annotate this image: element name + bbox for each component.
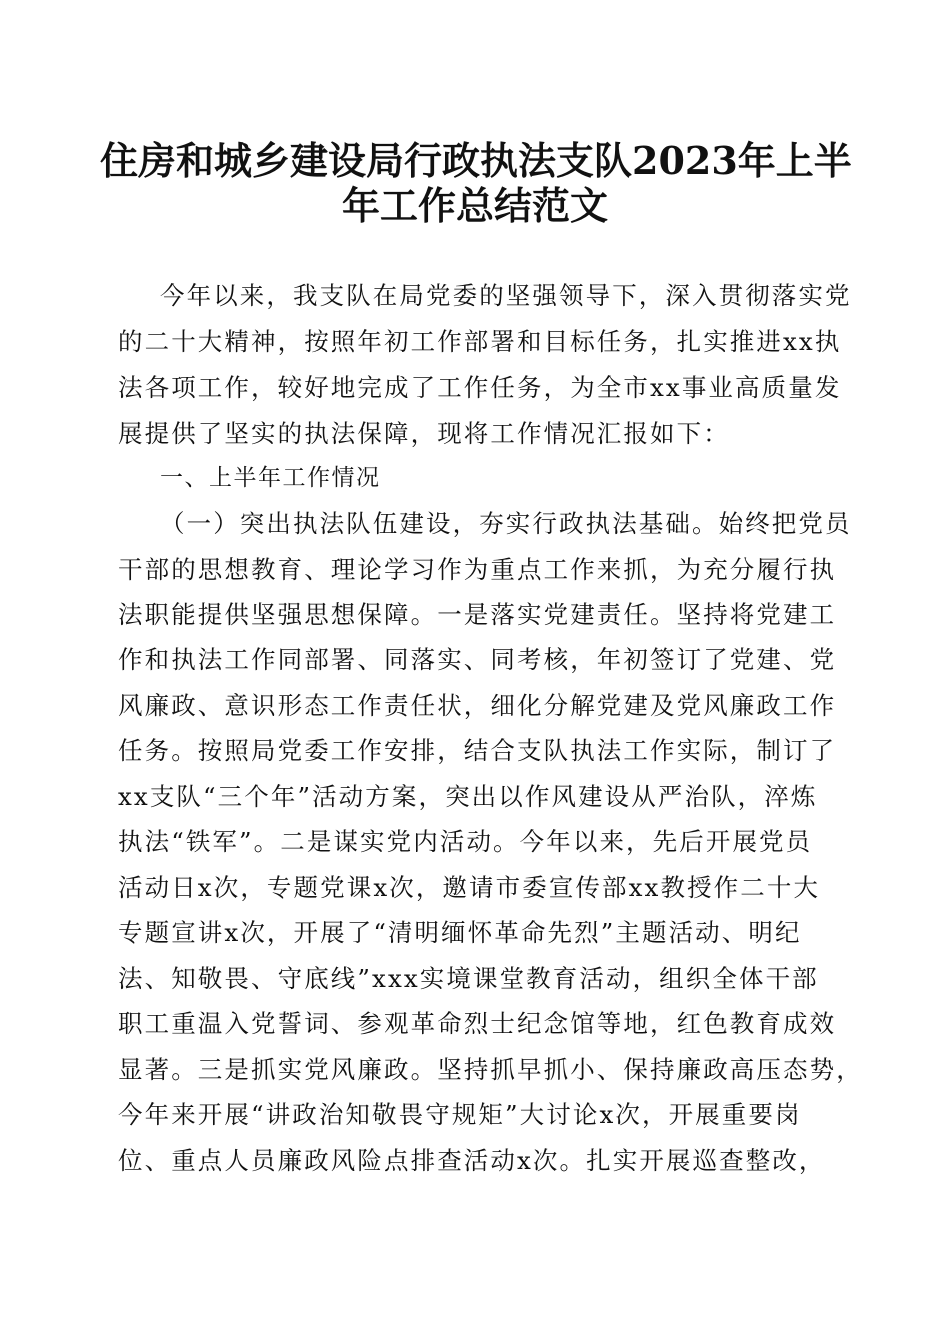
- subsection-line: xx支队“三个年”活动方案，突出以作风建设从严治队，淬炼: [118, 782, 818, 811]
- subsection-line: 干部的思想教育、理论学习作为重点工作来抓，为充分履行执: [118, 555, 837, 584]
- subsection-line: 位、重点人员廉政风险点排查活动x次。扎实开展巡查整改，: [118, 1146, 826, 1175]
- section-heading: 一、上半年工作情况: [160, 465, 381, 491]
- document-title-line-1: 住房和城乡建设局行政执法支队2023年上半: [100, 138, 852, 183]
- subsection-line: 活动日x次，专题党课x次，邀请市委宣传部xx教授作二十大: [118, 873, 821, 902]
- subsection-line: 专题宣讲x次，开展了“清明缅怀革命先烈”主题活动、明纪: [118, 918, 802, 947]
- subsection-line: 作和执法工作同部署、同落实、同考核，年初签订了党建、党: [118, 645, 837, 674]
- subsection-line: 显著。三是抓实党风廉政。坚持抓早抓小、保持廉政高压态势，: [118, 1055, 863, 1084]
- subsection-line: 今年来开展“讲政治知敬畏守规矩”大讨论x次，开展重要岗: [118, 1100, 802, 1129]
- document-title-line-2: 年工作总结范文: [341, 183, 608, 228]
- subsection-line: 风廉政、意识形态工作责任状，细化分解党建及党风廉政工作: [118, 691, 837, 720]
- intro-line: 的二十大精神，按照年初工作部署和目标任务，扎实推进xx执: [118, 327, 842, 356]
- intro-line: 今年以来，我支队在局党委的坚强领导下，深入贯彻落实党: [160, 281, 852, 310]
- subsection-line: 职工重温入党誓词、参观革命烈士纪念馆等地，红色教育成效: [118, 1009, 837, 1038]
- subsection-line: 法、知敬畏、守底线”xxx实境课堂教育活动，组织全体干部: [118, 964, 819, 993]
- intro-line: 展提供了坚实的执法保障，现将工作情况汇报如下：: [118, 419, 730, 448]
- subsection-line: 法职能提供坚强思想保障。一是落实党建责任。坚持将党建工: [118, 600, 837, 629]
- subsection-line: 执法“铁军”。二是谋实党内活动。今年以来，先后开展党员: [118, 827, 813, 856]
- subsection-line: （一）突出执法队伍建设，夯实行政执法基础。始终把党员: [160, 509, 852, 538]
- intro-line: 法各项工作，较好地完成了工作任务，为全市xx事业高质量发: [118, 373, 842, 402]
- subsection-line: 任务。按照局党委工作安排，结合支队执法工作实际，制订了: [118, 736, 837, 765]
